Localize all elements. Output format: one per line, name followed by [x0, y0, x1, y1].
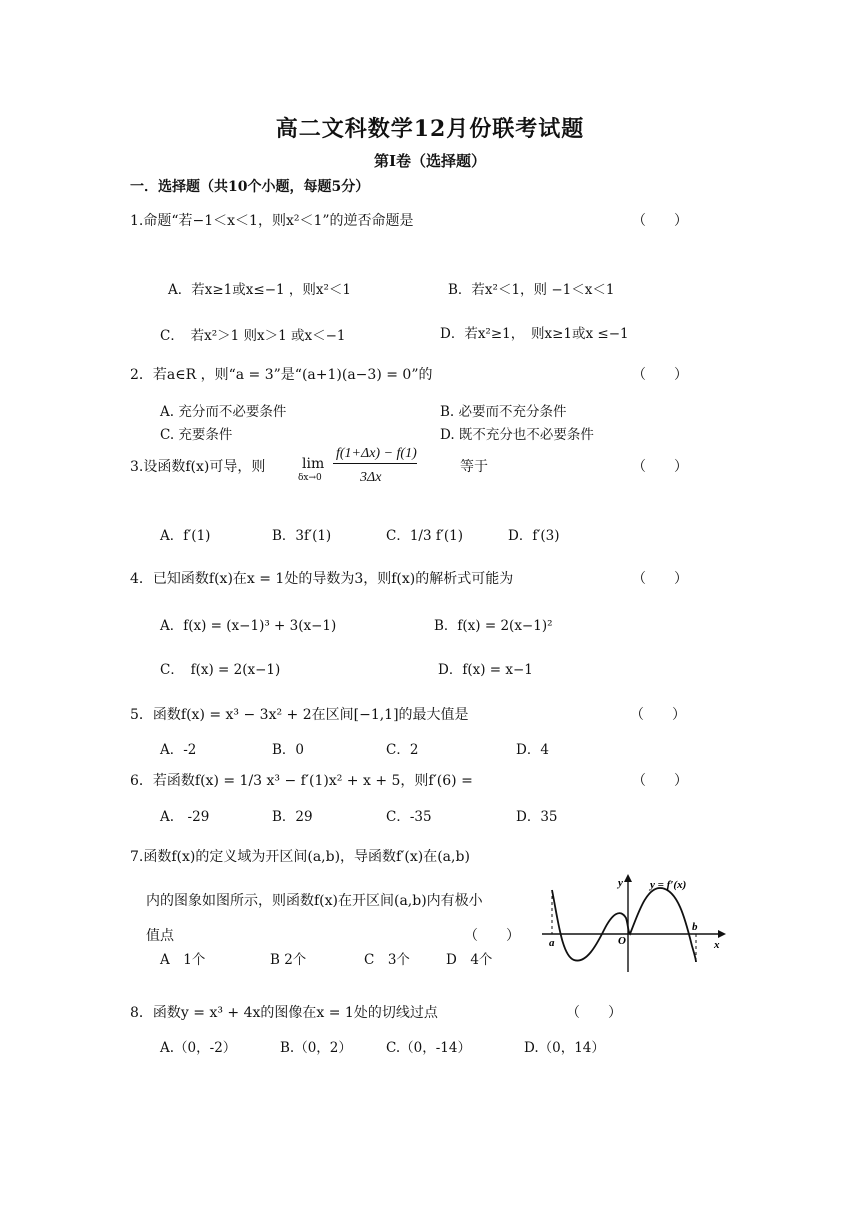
page-title: 高二文科数学12月份联考试题	[275, 116, 585, 142]
y-axis-label: y	[618, 877, 623, 889]
question-5-option-a: A．-2	[160, 742, 197, 758]
question-3-suffix: 等于	[460, 459, 488, 475]
origin-label: O	[618, 935, 626, 947]
question-8-option-c: C.（0，-14）	[386, 1040, 471, 1056]
answer-paren: （ ）	[464, 928, 520, 944]
question-4-option-d: D．f(x) = x−1	[438, 662, 533, 678]
question-5-option-d: D．4	[516, 742, 549, 758]
question-7-option-d: D 4个	[446, 952, 493, 968]
question-2-option-b: B. 必要而不充分条件	[440, 404, 567, 420]
question-6-option-c: C．-35	[386, 809, 432, 825]
answer-paren: （ ）	[632, 571, 688, 587]
question-4-option-b: B．f(x) = 2(x−1)²	[434, 618, 553, 634]
question-2-stem: 2．若a∈R ，则“a = 3”是“(a+1)(a−3) = 0”的	[130, 367, 433, 383]
question-4-option-a: A．f(x) = (x−1)³ + 3(x−1)	[160, 618, 337, 634]
section-heading: 一．选择题（共10个小题，每题5分）	[130, 179, 370, 195]
question-3-option-b: B．3f′(1)	[272, 528, 332, 544]
b-label: b	[692, 921, 698, 933]
answer-paren: （ ）	[632, 459, 688, 475]
fraction-numerator: f(1+Δx) − f(1)	[336, 446, 417, 461]
question-8-option-a: A.（0，-2）	[160, 1040, 237, 1056]
answer-paren: （ ）	[632, 773, 688, 789]
fraction-bar	[333, 463, 417, 464]
question-6-option-d: D．35	[516, 809, 558, 825]
page-subtitle: 第Ⅰ卷（选择题）	[373, 152, 487, 170]
question-4-option-c: C． f(x) = 2(x−1)	[160, 662, 281, 678]
question-2-option-a: A. 充分而不必要条件	[160, 404, 287, 420]
question-1-option-b: B．若x²＜1，则 −1＜x＜1	[448, 282, 615, 298]
fraction-denominator: 3Δx	[360, 470, 382, 485]
question-5-option-c: C．2	[386, 742, 419, 758]
derivative-curve	[552, 888, 696, 962]
x-axis	[542, 930, 726, 938]
x-axis-label: x	[714, 939, 720, 951]
question-3-stem: 3.设函数f(x)可导，则	[130, 459, 266, 475]
question-8-stem: 8．函数y = x³ + 4x的图像在x = 1处的切线过点	[130, 1005, 438, 1021]
question-5-stem: 5．函数f(x) = x³ − 3x² + 2在区间[−1,1]的最大值是	[130, 707, 469, 723]
question-2-option-c: C. 充要条件	[160, 427, 233, 443]
question-7-option-b: B 2个	[270, 952, 307, 968]
question-5-option-b: B．0	[272, 742, 305, 758]
question-7-option-c: C 3个	[364, 952, 410, 968]
question-7-stem-line2: 内的图象如图所示，则函数f(x)在开区间(a,b)内有极小	[146, 893, 483, 909]
question-3-option-d: D．f′(3)	[508, 528, 560, 544]
answer-paren: （ ）	[632, 213, 688, 229]
curve-label: y = f′(x)	[650, 879, 687, 891]
question-6-option-a: A. -29	[160, 809, 210, 825]
question-1-stem: 1.命题“若−1＜x＜1，则x²＜1”的逆否命题是	[130, 213, 414, 229]
question-3-option-a: A．f′(1)	[160, 528, 211, 544]
question-7-option-a: A 1个	[160, 952, 206, 968]
question-3-option-c: C．1/3 f′(1)	[386, 528, 464, 544]
question-8-option-b: B.（0，2）	[280, 1040, 352, 1056]
question-1-option-c: C． 若x²＞1 则x＞1 或x＜−1	[160, 328, 346, 344]
answer-paren: （ ）	[632, 367, 688, 383]
answer-paren: （ ）	[566, 1005, 622, 1021]
question-7-stem-line3: 值点	[146, 928, 174, 944]
question-2-option-d: D. 既不充分也不必要条件	[440, 427, 594, 443]
question-8-option-d: D.（0，14）	[524, 1040, 605, 1056]
question-6-stem: 6．若函数f(x) = 1/3 x³ − f′(1)x² + x + 5，则f′(6) =	[130, 773, 473, 789]
question-7-stem-line1: 7.函数f(x)的定义域为开区间(a,b)，导函数f′(x)在(a,b)	[130, 849, 470, 865]
limit-symbol: lim	[302, 456, 325, 472]
question-6-option-b: B．29	[272, 809, 313, 825]
answer-paren: （ ）	[630, 707, 686, 723]
derivative-graph-figure	[540, 868, 730, 978]
question-1-option-d: D．若x²≥1， 则x≥1或x ≤−1	[440, 326, 629, 342]
question-1-option-a: A．若x≥1或x≤−1 ，则x²＜1	[168, 282, 351, 298]
a-label: a	[549, 937, 555, 949]
question-4-stem: 4．已知函数f(x)在x = 1处的导数为3，则f(x)的解析式可能为	[130, 571, 514, 587]
limit-subscript: δx→0	[298, 473, 322, 483]
